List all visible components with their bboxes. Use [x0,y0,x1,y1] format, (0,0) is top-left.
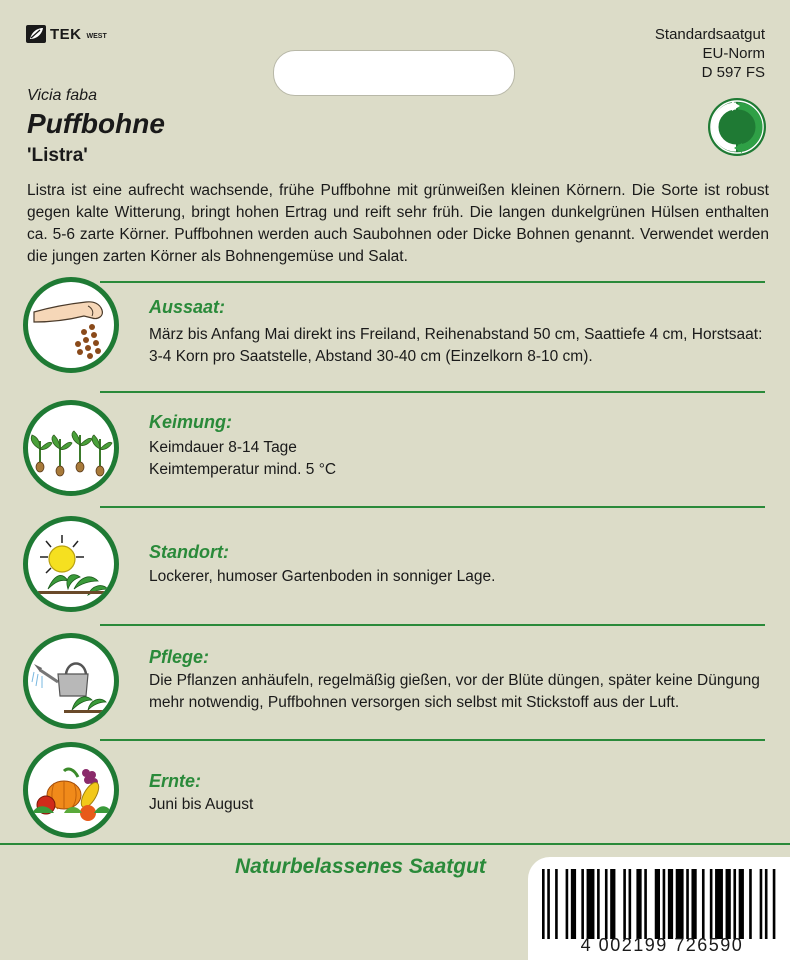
brand-name: TEK [50,25,82,43]
section-divider [100,281,765,283]
product-description: Listra ist eine aufrecht wachsende, frühe Puffbohne mit grünweißen kleinen Körnern. Die Sorte ist robust gegen kalte Witterung, bringt hohen Ertrag und reift sehr früh. Die langen dunkelgrünen Hülsen enthalten ca. 5-6 zarte Körner. Puffbohnen werden auch Saubohnen oder Dicke Bohnen genannt. Verwendet werden die jungen zarten Körner als Bohnengemüse und Salat. [27,182,769,265]
barcode-bar [702,869,705,939]
botanical-name: Vicia faba [27,87,97,104]
norm-line-eu: EU-Norm [702,45,765,62]
section-title-aussaat: Aussaat: [149,297,226,317]
barcode-bar [726,869,731,939]
sowing-hand-icon [23,277,119,373]
section-title-keimung: Keimung: [149,412,232,432]
section-title-pflege: Pflege: [149,647,210,667]
section-title-ernte: Ernte: [149,771,202,791]
barcode-bar [581,869,584,939]
norm-line-standard: Standardsaatgut [654,26,765,43]
leaf-logo-icon [26,25,46,43]
barcode-bar [765,869,768,939]
section-divider [100,391,765,393]
vegetables-basket-icon [23,742,119,838]
barcode [528,857,790,960]
watering-can-icon [23,633,119,729]
barcode-bar [610,869,615,939]
barcode-bar [739,869,744,939]
hang-hole [273,50,515,96]
barcode-bar [542,869,545,939]
section-body-keimung-line1: Keimdauer 8-14 Tage [149,439,297,456]
barcode-bar [655,869,660,939]
product-name: Puffbohne [27,108,165,139]
green-dot-recycle-icon [707,97,767,157]
section-title-standort: Standort: [149,542,229,562]
section-body-keimung-line2: Keimtemperatur mind. 5 °C [149,461,337,478]
barcode-bar [676,869,684,939]
variety-name: 'Listra' [27,145,88,166]
barcode-bar [760,869,763,939]
barcode-bar [597,869,600,939]
barcode-bar [668,869,673,939]
section-body-standort: Lockerer, humoser Gartenboden in sonniger Lage. [149,568,496,585]
footer-divider [0,843,790,845]
barcode-bars [542,869,778,939]
brand-logo [26,25,107,43]
barcode-number: 4 002199 726590 [580,935,744,955]
section-body-aussaat: März bis Anfang Mai direkt ins Freiland, Reihenabstand 50 cm, Saattiefe 4 cm, Horstsaat: 3-4 Korn pro Saatstelle, Abstand 30-40 cm (Einzelkorn 8-10 cm). [149,326,763,365]
barcode-bar [733,869,736,939]
sun-plants-icon [23,516,119,612]
seedlings-icon [23,400,119,496]
norm-line-code: D 597 FS [701,64,765,81]
barcode-bar [686,869,689,939]
section-body-ernte: Juni bis August [149,796,254,813]
barcode-bar [623,869,626,939]
section-divider [100,506,765,508]
section-body-pflege: Die Pflanzen anhäufeln, regelmäßig gießen, vor der Blüte düngen, später keine Düngung mehr notwendig, Puffbohnen versorgen sich selbst mit Stickstoff aus der Luft. [149,672,760,711]
barcode-bar [555,869,558,939]
section-divider [100,624,765,626]
barcode-bar [691,869,696,939]
barcode-bar [587,869,595,939]
barcode-bar [566,869,569,939]
barcode-bar [644,869,647,939]
barcode-bar [749,869,752,939]
barcode-bar [547,869,550,939]
barcode-bar [571,869,576,939]
section-body-keimung [149,437,769,481]
barcode-bar [629,869,632,939]
barcode-bar [710,869,713,939]
barcode-bar [663,869,666,939]
seed-norm-info [655,25,765,82]
barcode-bar [773,869,776,939]
barcode-bar [636,869,641,939]
barcode-bar [605,869,608,939]
brand-suffix: WEST [86,32,107,40]
barcode-bar [715,869,723,939]
section-divider [100,739,765,741]
tagline: Naturbelassenes Saatgut [235,855,486,878]
